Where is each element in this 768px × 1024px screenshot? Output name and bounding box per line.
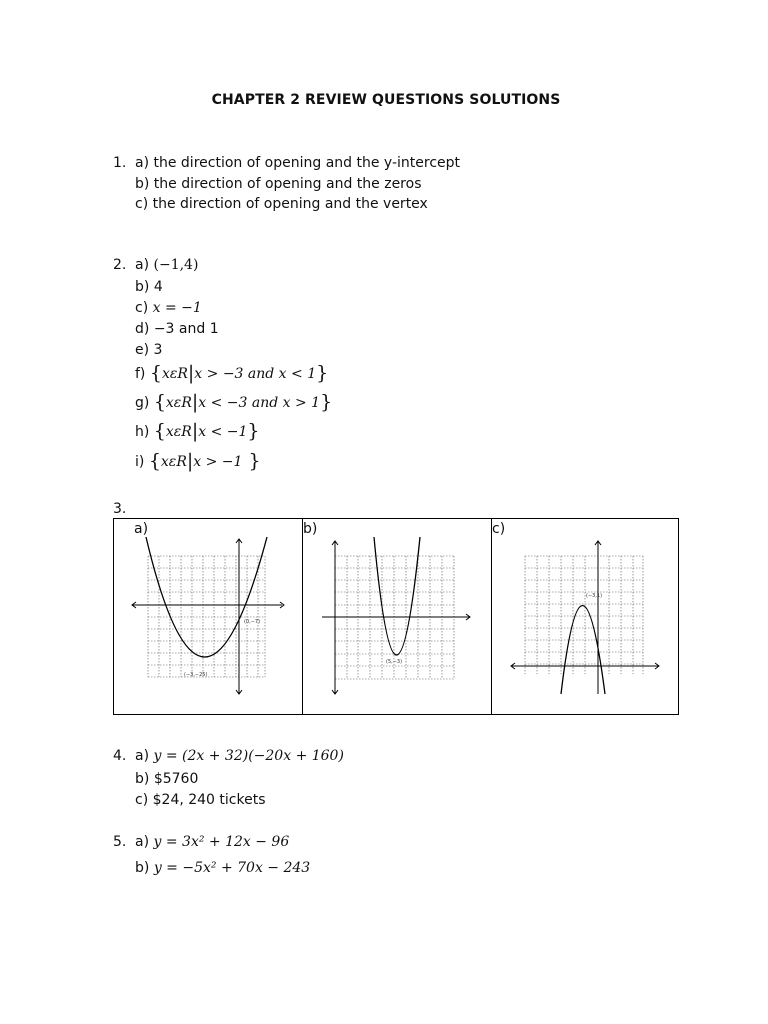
q2-answer-i bbox=[135, 452, 261, 471]
q5-answer-b bbox=[135, 859, 310, 877]
q4-b-value: $5760 bbox=[153, 771, 199, 787]
q1-answer-c: c) the direction of opening and the vertex bbox=[135, 196, 428, 212]
left-brace-icon: { bbox=[153, 391, 166, 413]
q5-b-label: b) bbox=[135, 860, 150, 876]
q2-f-condition: x > −3 and x < 1 bbox=[194, 366, 317, 382]
q2-answer-d bbox=[135, 320, 219, 338]
graph-b-label: b) bbox=[303, 521, 318, 537]
left-brace-icon: { bbox=[148, 450, 161, 472]
q4-a-value: y = (2x + 32)(−20x + 160) bbox=[153, 748, 344, 764]
q2-a-value: (−1,4) bbox=[153, 257, 199, 273]
q2-i-condition: x > −1 bbox=[193, 454, 243, 470]
q2-f-set: xεR bbox=[161, 366, 188, 382]
q5-answer-a bbox=[135, 833, 289, 851]
q2-c-value: x = −1 bbox=[152, 300, 202, 316]
q4-c-label: c) bbox=[135, 792, 149, 808]
bar-icon: | bbox=[191, 420, 199, 442]
q2-number: 2. bbox=[113, 257, 127, 273]
q1-answer-b: b) the direction of opening and the zeros bbox=[135, 176, 422, 192]
q4-number: 4. bbox=[113, 748, 127, 764]
q2-answer-e bbox=[135, 341, 162, 359]
q2-h-label: h) bbox=[135, 424, 150, 440]
q5-a-value: y = 3x² + 12x − 96 bbox=[153, 834, 290, 850]
right-brace-icon: } bbox=[316, 362, 329, 384]
graph-c-grid bbox=[525, 556, 643, 674]
graph-cell-a bbox=[114, 519, 303, 714]
right-brace-icon: } bbox=[247, 420, 260, 442]
q2-e-value: 3 bbox=[153, 342, 163, 358]
page-title: CHAPTER 2 REVIEW QUESTIONS SOLUTIONS bbox=[211, 92, 561, 108]
q2-i-label: i) bbox=[135, 454, 145, 470]
q2-d-value: −3 and 1 bbox=[153, 321, 219, 337]
right-brace-icon: } bbox=[242, 450, 261, 472]
bar-icon: | bbox=[186, 450, 194, 472]
graph-a-label: a) bbox=[134, 521, 149, 537]
q2-a-label: a) bbox=[135, 257, 150, 273]
q2-h-set: xεR bbox=[165, 424, 192, 440]
right-brace-icon: } bbox=[320, 391, 333, 413]
graph-a bbox=[114, 519, 302, 714]
q2-answer-g bbox=[135, 393, 332, 412]
q5-b-value: y = −5x² + 70x − 243 bbox=[153, 860, 311, 876]
left-brace-icon: { bbox=[149, 362, 162, 384]
q4-a-label: a) bbox=[135, 748, 150, 764]
q2-g-label: g) bbox=[135, 395, 150, 411]
q2-h-condition: x < −1 bbox=[198, 424, 248, 440]
bar-icon: | bbox=[191, 391, 199, 413]
graphs-table bbox=[113, 518, 679, 715]
q2-b-label: b) bbox=[135, 279, 150, 295]
graph-cell-c bbox=[491, 519, 678, 714]
q4-c-value: $24, 240 tickets bbox=[152, 792, 266, 808]
q2-answer-h bbox=[135, 422, 260, 441]
graph-a-grid bbox=[148, 556, 265, 677]
q4-b-label: b) bbox=[135, 771, 150, 787]
graph-c-vertex-label: (−3,1) bbox=[586, 593, 603, 599]
q4-answer-c bbox=[135, 791, 266, 809]
graph-a-vertex-label: (−3,−25) bbox=[184, 672, 208, 678]
q2-e-label: e) bbox=[135, 342, 150, 358]
q1-answer-a: a) the direction of opening and the y-intercept bbox=[135, 155, 461, 171]
q2-g-set: xεR bbox=[165, 395, 192, 411]
q2-d-label: d) bbox=[135, 321, 150, 337]
graph-b-vertex-label: (5,−3) bbox=[386, 659, 403, 665]
graph-b-parabola bbox=[374, 537, 420, 655]
left-brace-icon: { bbox=[153, 420, 166, 442]
graph-c-label: c) bbox=[492, 521, 506, 537]
graph-cell-b bbox=[302, 519, 492, 714]
q2-f-label: f) bbox=[135, 366, 146, 382]
q2-answer-a bbox=[135, 256, 198, 274]
graph-c bbox=[491, 519, 678, 714]
graph-b bbox=[302, 519, 491, 714]
q2-answer-b bbox=[135, 278, 163, 296]
q3-number: 3. bbox=[113, 501, 127, 517]
graph-a-parabola bbox=[146, 537, 267, 657]
bar-icon: | bbox=[187, 362, 195, 384]
q5-number: 5. bbox=[113, 834, 127, 850]
q2-i-set: xεR bbox=[160, 454, 187, 470]
q2-answer-f bbox=[135, 364, 328, 383]
q2-c-label: c) bbox=[135, 300, 149, 316]
q2-g-condition: x < −3 and x > 1 bbox=[198, 395, 321, 411]
graph-a-point-label: (0,−7) bbox=[244, 619, 261, 625]
q1-number: 1. bbox=[113, 155, 127, 171]
q2-answer-c bbox=[135, 299, 202, 317]
q2-b-value: 4 bbox=[153, 279, 163, 295]
q5-a-label: a) bbox=[135, 834, 150, 850]
q4-answer-a bbox=[135, 747, 344, 765]
q4-answer-b bbox=[135, 770, 198, 788]
